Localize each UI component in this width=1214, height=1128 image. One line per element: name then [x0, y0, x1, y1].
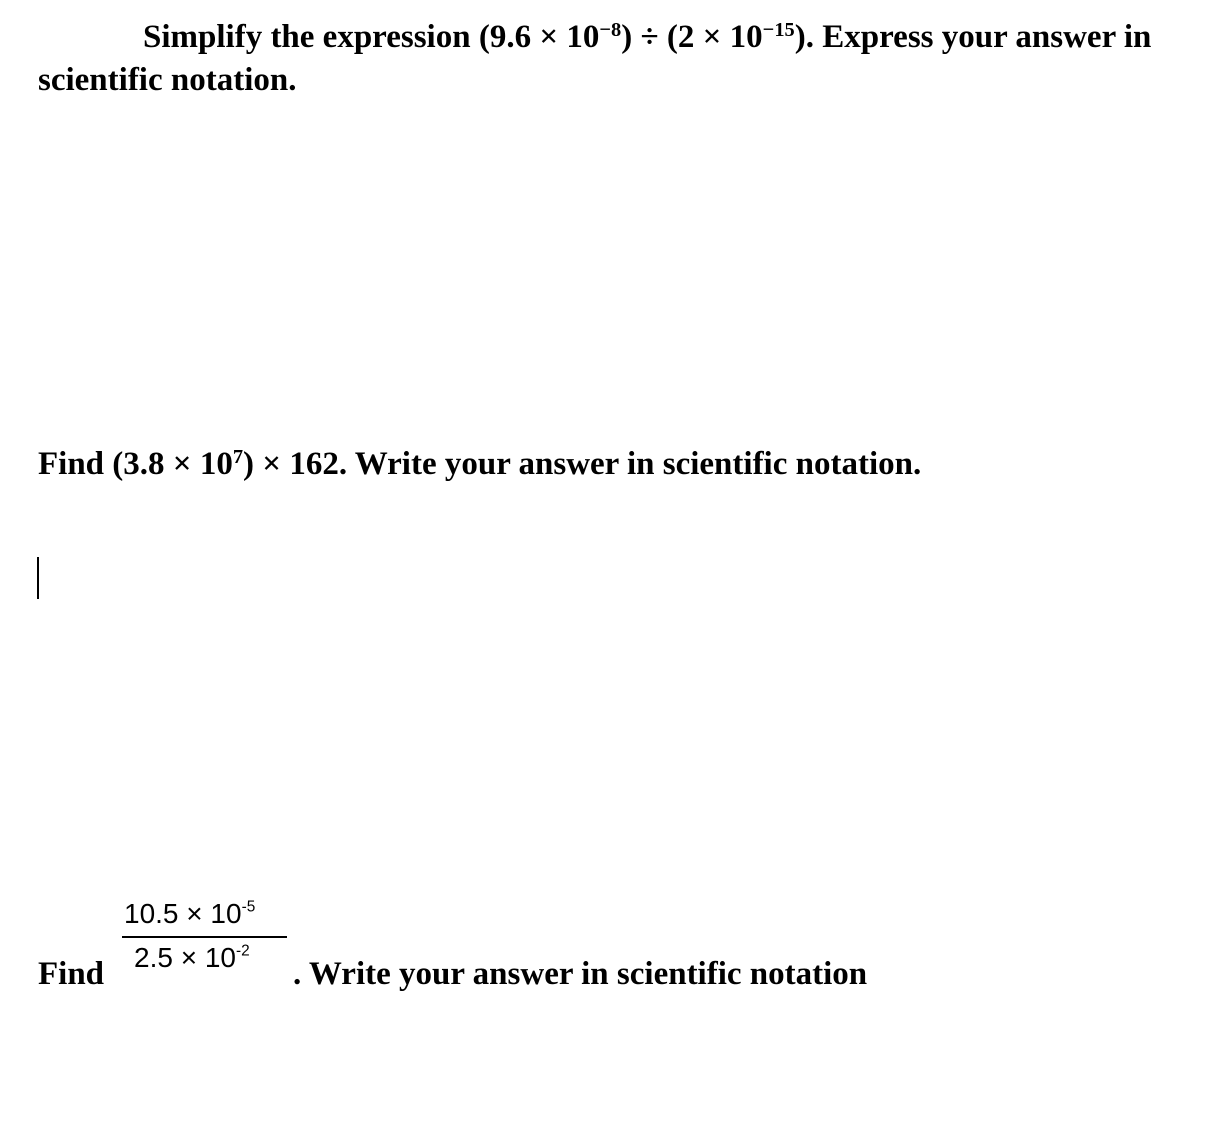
denominator-exponent: -2 [235, 942, 250, 960]
q2-suffix: ) × 162. Write your answer in scientific notation. [243, 446, 922, 482]
numerator-base: 10.5 × 10 [124, 898, 242, 929]
q1-exponent-2: −15 [762, 18, 795, 41]
q1-exponent-1: −8 [599, 18, 622, 41]
question-1-text-line-2: scientific notation. [38, 62, 297, 98]
q2-prefix: Find (3.8 × 10 [38, 446, 233, 482]
fraction-denominator [134, 940, 250, 976]
fraction-numerator [124, 896, 255, 932]
q1-suffix: ). Express your answer in [794, 19, 1152, 55]
text-cursor [37, 557, 39, 599]
question-3-find-label: Find [38, 956, 105, 992]
q1-prefix: Simplify the expression (9.6 × 10 [143, 19, 600, 55]
question-2-text [38, 443, 921, 486]
question-3-instruction: . Write your answer in scientific notation [293, 956, 868, 992]
q1-middle: ) ÷ (2 × 10 [621, 19, 763, 55]
denominator-base: 2.5 × 10 [134, 942, 236, 973]
q2-exponent: 7 [232, 445, 244, 468]
numerator-exponent: -5 [241, 898, 256, 916]
question-1-text-line-1 [143, 16, 1151, 59]
fraction-bar [122, 936, 287, 938]
